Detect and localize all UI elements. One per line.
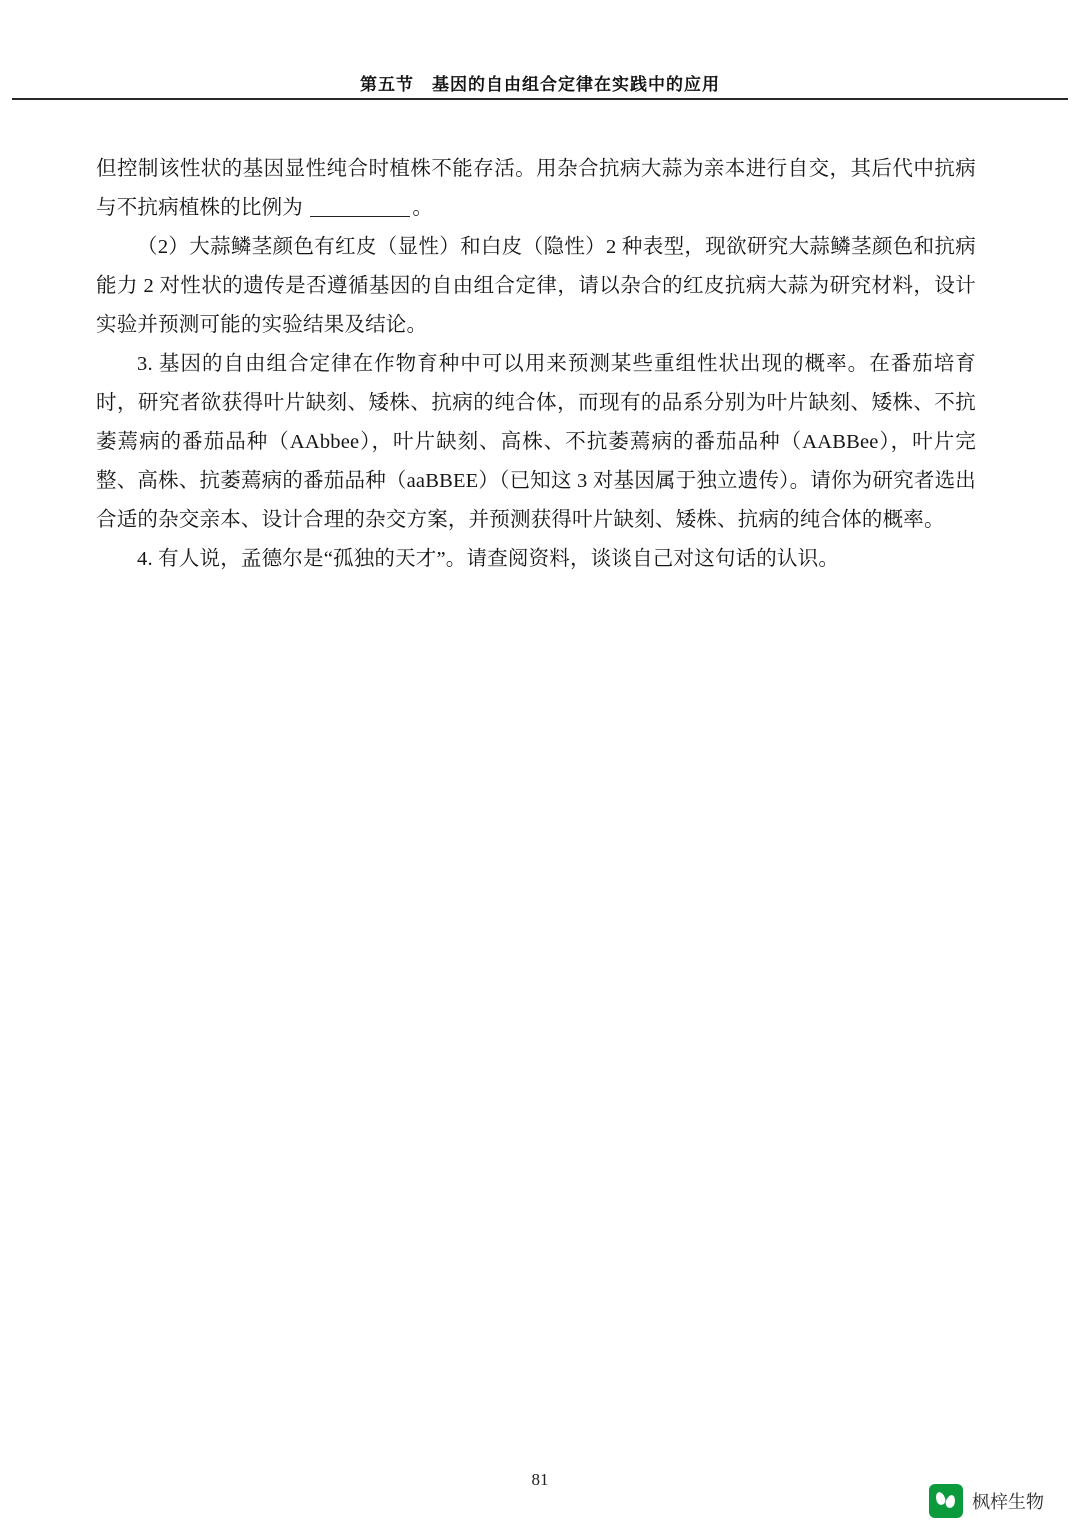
header-divider [12, 98, 1068, 100]
paragraph-question-3: 3. 基因的自由组合定律在作物育种中可以用来预测某些重组性状出现的概率。在番茄培育时，研究者欲获得叶片缺刻、矮株、抗病的纯合体，而现有的品系分别为叶片缺刻、矮株、不抗萎蔫病的番茄品种（AAbbee），叶片缺刻、高株、不抗萎蔫病的番茄品种（AABBee），叶片完整、高株、抗萎蔫病的番茄品种（aaBBEE）（已知这 3 对基因属于独立遗传）。请你为研究者选出合适的杂交亲本、设计合理的杂交方案，并预测获得叶片缺刻、矮株、抗病的纯合体的概率。 [96, 353, 976, 531]
header-title: 第五节 基因的自由组合定律在实践中的应用 [360, 75, 720, 94]
paragraph-continued [96, 150, 976, 228]
leaf-icon [929, 1484, 963, 1518]
paragraph-continued-text-before: 但控制该性状的基因显性纯合时植株不能存活。用杂合抗病大蒜为亲本进行自交，其后代中抗病与不抗病植株的比例为 [96, 158, 976, 219]
answer-blank [310, 216, 410, 217]
page-header [96, 70, 984, 95]
page-number: 81 [531, 1470, 549, 1489]
watermark [929, 1484, 1044, 1518]
paragraph-continued-text-after: 。 [412, 197, 434, 219]
paragraph-question-4: 4. 有人说，孟德尔是“孤独的天才”。请查阅资料，谈谈自己对这句话的认识。 [137, 548, 840, 570]
page-content [96, 150, 976, 579]
watermark-label: 枫梓生物 [972, 1492, 1044, 1512]
paragraph-question-2: （2）大蒜鳞茎颜色有红皮（显性）和白皮（隐性）2 种表型，现欲研究大蒜鳞茎颜色和抗病能力 2 对性状的遗传是否遵循基因的自由组合定律，请以杂合的红皮抗病大蒜为研究材料，设计实验并预测可能的实验结果及结论。 [96, 236, 976, 336]
